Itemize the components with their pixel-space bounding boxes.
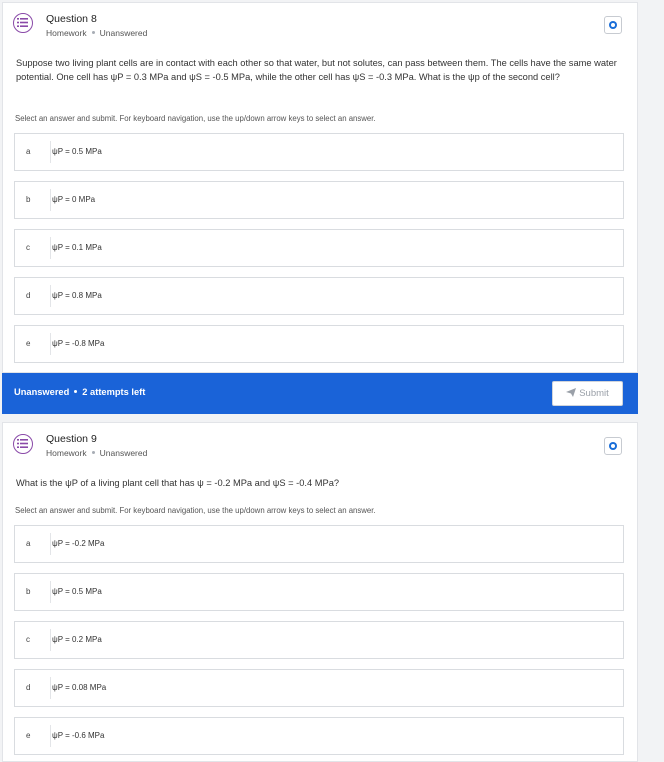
divider xyxy=(50,189,51,211)
answer-option-a[interactable] xyxy=(14,525,624,563)
question-meta xyxy=(46,28,147,38)
answer-option-b[interactable] xyxy=(14,181,624,219)
answer-instructions: Select an answer and submit. For keyboard navigation, use the up/down arrow keys to select an answer. xyxy=(15,506,376,515)
question-list-icon xyxy=(13,13,33,33)
answer-option-e[interactable] xyxy=(14,325,624,363)
status-label: Unanswered xyxy=(14,387,70,397)
answer-instructions: Select an answer and submit. For keyboard navigation, use the up/down arrow keys to select an answer. xyxy=(15,114,376,123)
question-state: Unanswered xyxy=(99,448,148,458)
answer-option-a[interactable] xyxy=(14,133,624,171)
submit-button[interactable] xyxy=(552,381,623,406)
answer-option-d[interactable] xyxy=(14,277,624,315)
answer-option-c[interactable] xyxy=(14,229,624,267)
attempts-left: 2 attempts left xyxy=(82,387,146,397)
option-text: ψP = 0.2 MPa xyxy=(52,635,102,644)
attempt-status xyxy=(14,387,145,397)
option-letter: b xyxy=(26,195,31,204)
submission-status-bar xyxy=(2,373,638,414)
option-text: ψP = -0.2 MPa xyxy=(52,539,105,548)
answer-option-e[interactable] xyxy=(14,717,624,755)
option-letter: c xyxy=(26,243,30,252)
question-9-card xyxy=(2,422,638,762)
option-letter: b xyxy=(26,587,31,596)
option-letter: c xyxy=(26,635,30,644)
question-prompt: What is the ψP of a living plant cell that has ψ = -0.2 MPa and ψS = -0.4 MPa? xyxy=(16,478,340,488)
question-8-card xyxy=(2,2,638,373)
option-text: ψP = 0.1 MPa xyxy=(52,243,102,252)
answer-option-b[interactable] xyxy=(14,573,624,611)
question-category: Homework xyxy=(46,28,87,38)
option-letter: e xyxy=(26,731,31,740)
option-text: ψP = -0.6 MPa xyxy=(52,731,105,740)
question-prompt: Suppose two living plant cells are in contact with each other so that water, but not solutes, can pass between them. The cells have the same water potential. One cell has ψP = 0.3 MPa and ψS = -0.5 MPa, while the other cell has ψS = -0.3 MPa. What is the ψp of the second cell? xyxy=(16,58,617,82)
divider xyxy=(50,581,51,603)
option-letter: d xyxy=(26,683,31,692)
option-text: ψP = 0.5 MPa xyxy=(52,587,102,596)
divider xyxy=(50,677,51,699)
option-letter: a xyxy=(26,539,31,548)
divider xyxy=(50,141,51,163)
answer-option-d[interactable] xyxy=(14,669,624,707)
divider xyxy=(50,533,51,555)
send-icon xyxy=(566,388,576,397)
option-letter: d xyxy=(26,291,31,300)
option-letter: a xyxy=(26,147,31,156)
answer-option-c[interactable] xyxy=(14,621,624,659)
bookmark-dot-icon[interactable] xyxy=(604,437,622,455)
divider xyxy=(50,725,51,747)
question-title: Question 9 xyxy=(46,433,97,445)
divider xyxy=(50,333,51,355)
option-text: ψP = -0.8 MPa xyxy=(52,339,105,348)
question-state: Unanswered xyxy=(99,28,148,38)
divider xyxy=(50,237,51,259)
question-title: Question 8 xyxy=(46,13,97,25)
divider xyxy=(50,285,51,307)
option-text: ψP = 0.08 MPa xyxy=(52,683,107,692)
option-letter: e xyxy=(26,339,31,348)
submit-label: Submit xyxy=(579,388,609,399)
question-category: Homework xyxy=(46,448,87,458)
option-text: ψP = 0.8 MPa xyxy=(52,291,102,300)
option-text: ψP = 0 MPa xyxy=(52,195,96,204)
question-list-icon xyxy=(13,434,33,454)
question-meta xyxy=(46,448,147,458)
bookmark-dot-icon[interactable] xyxy=(604,16,622,34)
divider xyxy=(50,629,51,651)
option-text: ψP = 0.5 MPa xyxy=(52,147,102,156)
